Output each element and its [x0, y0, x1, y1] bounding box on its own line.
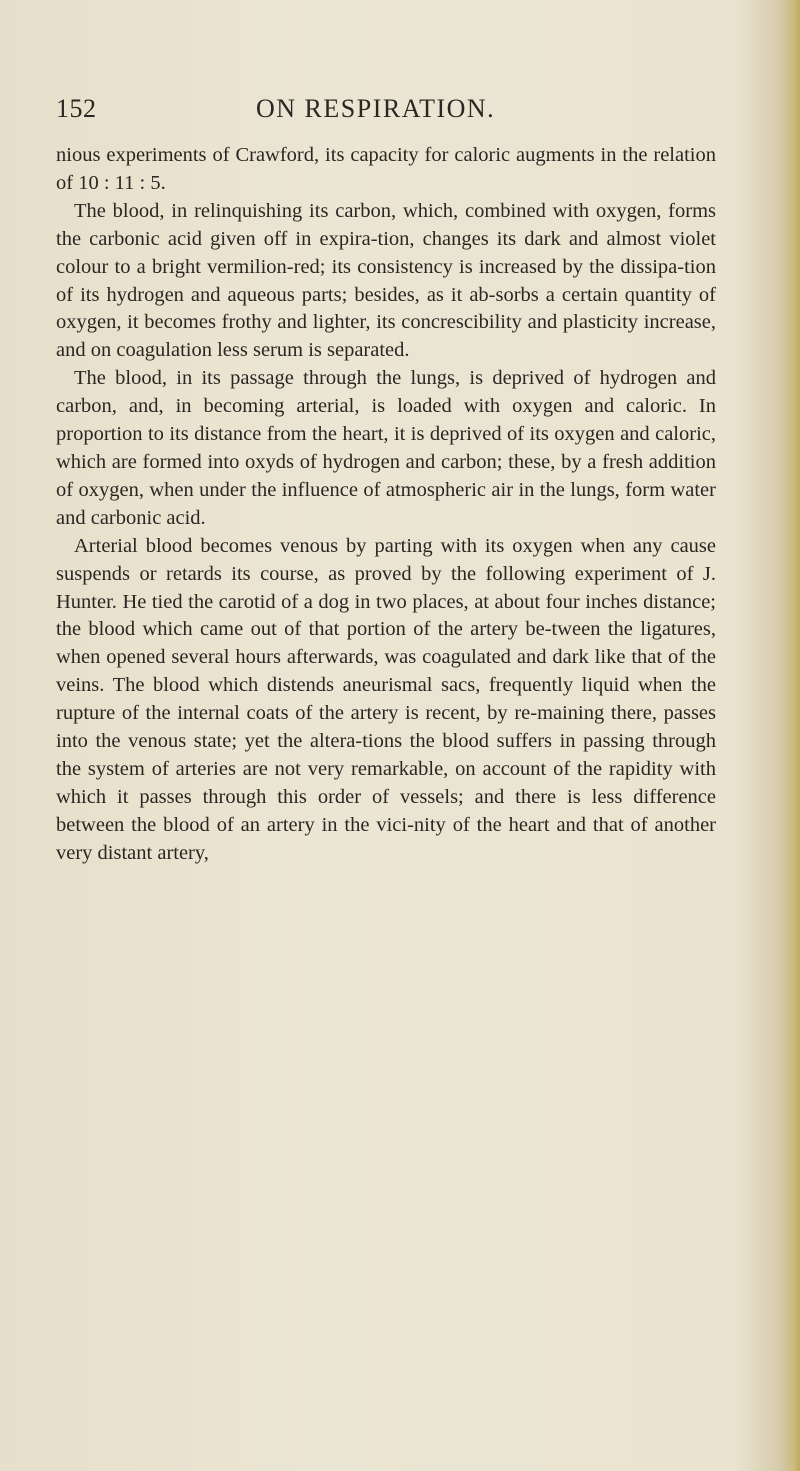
page-number: 152 [56, 94, 97, 123]
paragraph-arterial-becomes-venous: Arterial blood becomes venous by parting with its oxygen when any cause suspends or retards its course, as proved by the following experiment of J. Hunter. He tied the carotid of a dog in two places, at about four inches distance; the blood which came out of that portion of the artery be-tween the ligatures, when opened several hours afterwards, was coagulated and dark like that of the veins. The blood which distends aneurismal sacs, frequently liquid when the rupture of the internal coats of the artery is recent, by re-maining there, passes into the venous state; yet the altera-tions the blood suffers in passing through the system of arteries are not very remarkable, on account of the rapidity with which it passes through this order of vessels; and there is less difference between the blood of an artery in the vici-nity of the heart and that of another very distant artery, [56, 534, 716, 864]
page-edge-stain [784, 0, 800, 1471]
running-head [56, 88, 716, 128]
paragraph-blood-passage-lungs: The blood, in its passage through the lungs, is deprived of hydrogen and carbon, and, in becoming arterial, is loaded with oxygen and caloric. In proportion to its distance from the heart, it is deprived of its oxygen and caloric, which are formed into oxyds of hydrogen and carbon; these, by a fresh addition of oxygen, when under the influence of atmospheric air in the lungs, form water and carbonic acid. [56, 367, 716, 529]
body-text [56, 142, 716, 868]
paragraph-continuation: nious experiments of Crawford, its capacity for caloric augments in the relation of 10 : 11 : 5. [56, 144, 716, 194]
running-title: ON RESPIRATION. [256, 94, 496, 123]
paragraph-blood-relinquishing-carbon: The blood, in relinquishing its carbon, which, combined with oxygen, forms the carbonic acid given off in expira-tion, changes its dark and almost violet colour to a bright vermilion-red; its consistency is increased by the dissipa-tion of its hydrogen and aqueous parts; besides, as it ab-sorbs a certain quantity of oxygen, it becomes frothy and lighter, its concrescibility and plasticity increase, and on coagulation less serum is separated. [56, 199, 716, 362]
